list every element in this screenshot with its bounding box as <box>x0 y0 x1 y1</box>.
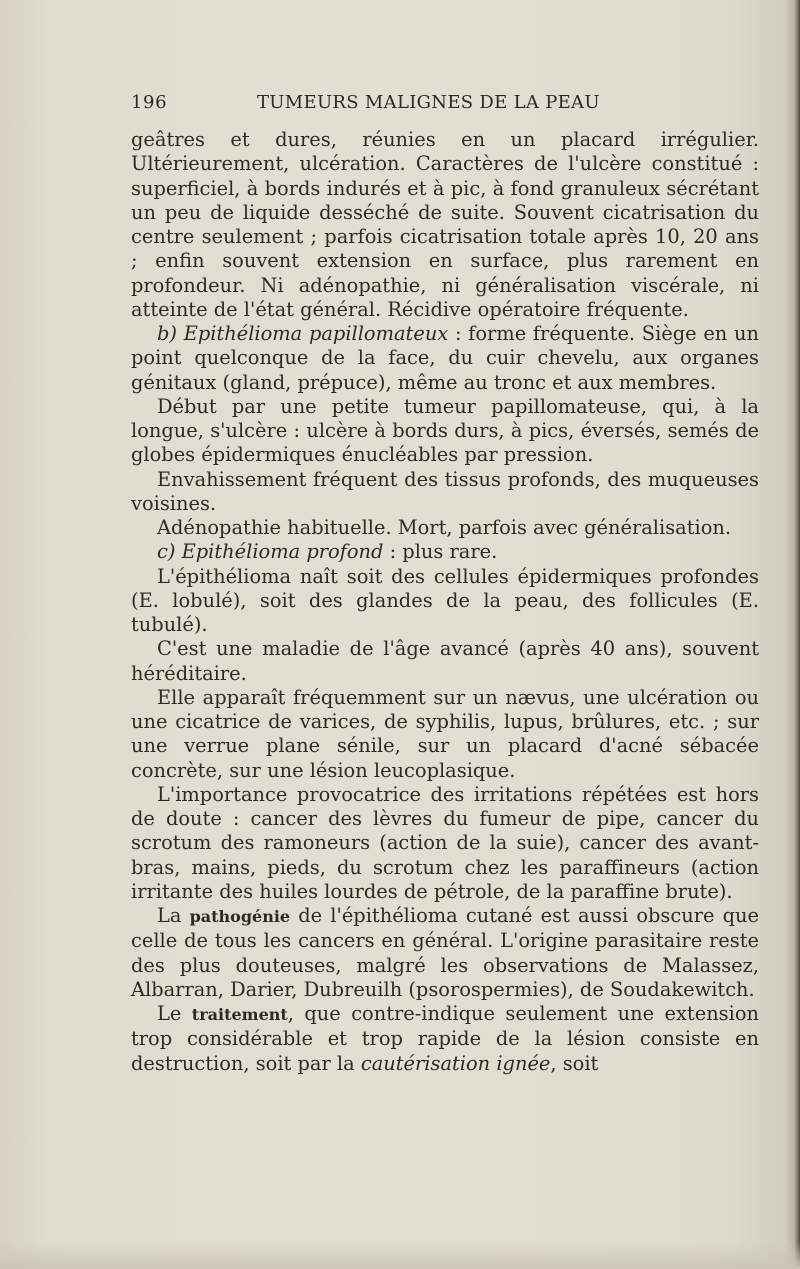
keyword-pathogenie: pathogénie <box>189 907 291 926</box>
paragraph-11-text: de l'épithélioma cutané est aussi obscure que celle de tous les cancers en général. L'origine parasitaire reste des plus douteuses, malgré les observations de Malassez, Albarran, Darier, Dubreuilh (psorospermies), de Soudakewitch. <box>131 904 759 1001</box>
paragraph-12-text: , que contre-indique seulement une extension trop considérable et trop rapide de la lésion consiste en destruction, soit par la <box>131 1002 759 1075</box>
running-header <box>131 92 657 118</box>
running-title: TUMEURS MALIGNES DE LA PEAU <box>257 92 600 113</box>
paragraph-12-end: , soit <box>550 1051 599 1075</box>
paragraph-12 <box>131 1002 759 1076</box>
paragraph-11-start: La <box>157 904 190 927</box>
section-title-papillomateux: Epithélioma papillomateux <box>183 322 449 345</box>
page-edge-shadow <box>786 0 800 1269</box>
paragraph-12-start: Le <box>157 1002 192 1025</box>
paragraph-6-text: : plus rare. <box>383 540 498 564</box>
term-cauterisation-ignee: cautérisation ignée <box>360 1051 551 1075</box>
body-text <box>131 128 759 1076</box>
paragraph-3: Début par une petite tumeur papillomateuse, qui, à la longue, s'ulcère : ulcère à bords durs, à pics, éversés, semés de globes épidermiques énucléables par pression. <box>131 394 759 467</box>
paragraph-7: L'épithélioma naît soit des cellules épidermiques profondes (E. lobulé), soit des glandes de la peau, des follicules (E. tubulé). <box>131 564 759 636</box>
paragraph-5: Adénopathie habituelle. Mort, parfois avec généralisation. <box>157 516 732 539</box>
paragraph-11 <box>131 904 759 1002</box>
paragraph-9: Elle apparaît fréquemment sur un nævus, une ulcération ou une cicatrice de varices, de syphilis, lupus, brûlures, etc. ; sur une verrue plane sénile, sur un placard d'acné sébacée concrète, sur une lésion leucoplasique. <box>131 685 759 782</box>
section-label-b: b) <box>157 322 177 345</box>
page-bottom-shade <box>0 1241 800 1269</box>
paragraph-6 <box>131 540 759 564</box>
paragraph-2 <box>131 322 759 395</box>
section-title-profond: Epithélioma profond <box>181 540 384 564</box>
keyword-traitement: traitement <box>191 1005 288 1024</box>
page-number: 196 <box>131 92 168 113</box>
section-label-c: c) <box>157 540 176 564</box>
paragraph-10: L'importance provocatrice des irritations répétées est hors de doute : cancer des lèvres du fumeur de pipe, cancer du scrotum des ramoneurs (action de la suie), cancer des avant-bras, mains, pieds, du scrotum chez les paraffineurs (action irritante des huiles lourdes de pétrole, de la paraffine brute). <box>131 782 759 903</box>
paragraph-4: Envahissement fréquent des tissus profonds, des muqueuses voisines. <box>131 467 759 515</box>
paragraph-1: geâtres et dures, réunies en un placard irrégulier. Ultérieurement, ulcération. Caractères de l'ulcère constitué : superficiel, à bords indurés et à pic, à fond granuleux sécrétant un peu de liquide desséché de suite. Souvent cicatrisation du centre seulement ; parfois cicatrisation totale après 10, 20 ans ; enfin souvent extension en surface, plus rarement en profondeur. Ni adénopathie, ni généralisation viscérale, ni atteinte de l'état général. Récidive opératoire fréquente. <box>131 128 759 321</box>
paragraph-8: C'est une maladie de l'âge avancé (après 40 ans), souvent héréditaire. <box>131 637 759 685</box>
paragraph-2-text: : forme fréquente. Siège en un point quelconque de la face, du cuir chevelu, aux organes génitaux (gland, prépuce), même au tronc et aux membres. <box>131 322 759 394</box>
